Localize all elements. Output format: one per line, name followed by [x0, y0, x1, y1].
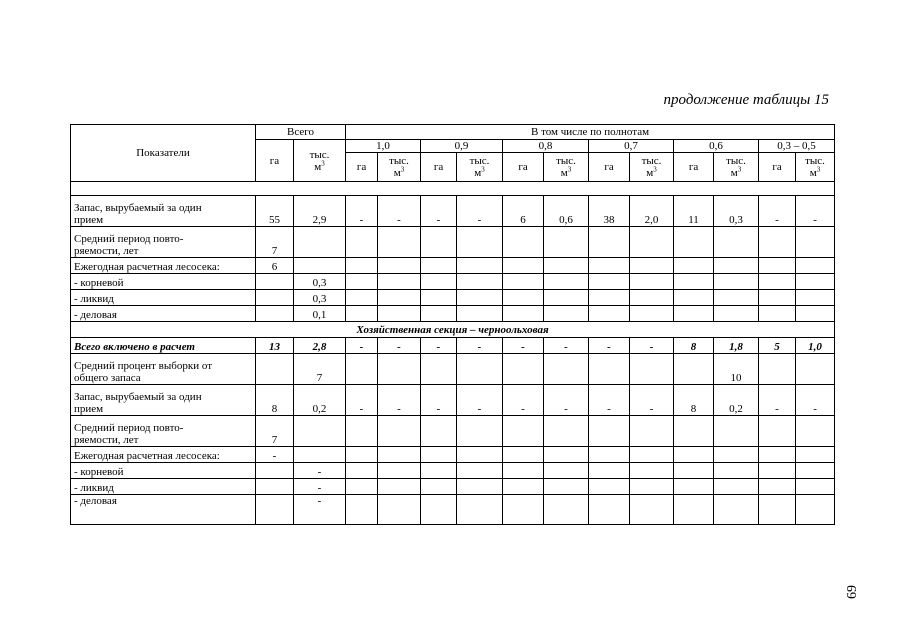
cell-value — [378, 274, 421, 290]
cell-value — [294, 416, 346, 447]
cell-value: - — [294, 479, 346, 495]
cell-value — [544, 495, 589, 525]
cell-value — [630, 354, 674, 385]
cell-value: - — [759, 196, 796, 227]
cell-value — [503, 258, 544, 274]
header-thous-m3: тыс. $м^3$ — [378, 153, 421, 182]
cell-value: - — [346, 338, 378, 354]
header-total-ha: га — [256, 140, 294, 182]
cell-value — [630, 495, 674, 525]
cell-value: 7 — [294, 354, 346, 385]
table-row — [71, 274, 835, 290]
cell-value — [714, 495, 759, 525]
row-label: - деловая — [71, 495, 256, 525]
cell-value — [759, 495, 796, 525]
cell-value: 6 — [503, 196, 544, 227]
cell-value: 6 — [256, 258, 294, 274]
header-thous-m3: тыс. $м^3$ — [796, 153, 835, 182]
cell-value — [544, 274, 589, 290]
cell-value — [796, 463, 835, 479]
cell-value — [714, 447, 759, 463]
cell-value — [256, 354, 294, 385]
cell-value — [589, 479, 630, 495]
cell-value — [796, 495, 835, 525]
cell-value — [674, 258, 714, 274]
header-indicators: Показатели — [71, 125, 256, 182]
cell-value — [378, 495, 421, 525]
cell-value — [378, 354, 421, 385]
table-row — [71, 479, 835, 495]
cell-value — [714, 274, 759, 290]
header-density-3: 0,8 — [503, 140, 589, 153]
cell-value: - — [503, 338, 544, 354]
cell-value: - — [256, 447, 294, 463]
cell-value — [674, 416, 714, 447]
row-label: Средний период повто- ряемости, лет — [71, 227, 256, 258]
cell-value — [421, 258, 457, 274]
cell-value — [256, 290, 294, 306]
header-ha: га — [421, 153, 457, 182]
cell-value: - — [346, 385, 378, 416]
cell-value — [674, 227, 714, 258]
cell-value — [346, 274, 378, 290]
cell-value — [674, 290, 714, 306]
cell-value — [346, 495, 378, 525]
cell-value: - — [544, 338, 589, 354]
table-row — [71, 338, 835, 354]
cell-value — [674, 463, 714, 479]
cell-value — [589, 290, 630, 306]
cell-value — [796, 227, 835, 258]
section-title: Хозяйственная секция – черноольховая — [71, 322, 835, 338]
forest-table — [70, 124, 835, 525]
cell-value — [796, 416, 835, 447]
cell-value — [714, 463, 759, 479]
cell-value — [544, 354, 589, 385]
cell-value — [589, 227, 630, 258]
cell-value — [714, 258, 759, 274]
cell-value — [714, 227, 759, 258]
cell-value: - — [378, 196, 421, 227]
header-including: В том числе по полнотам — [346, 125, 835, 140]
cell-value: - — [294, 495, 346, 525]
cell-value — [544, 290, 589, 306]
cell-value: - — [294, 463, 346, 479]
header-total-thous-m3: тыс. $м^3$ — [294, 140, 346, 182]
cell-value — [256, 479, 294, 495]
header-density-1: 1,0 — [346, 140, 421, 153]
cell-value — [457, 463, 503, 479]
row-label: Запас, вырубаемый за один прием — [71, 196, 256, 227]
row-label: - ликвид — [71, 290, 256, 306]
cell-value — [421, 495, 457, 525]
cell-value — [346, 227, 378, 258]
cell-value — [457, 274, 503, 290]
cell-value — [378, 447, 421, 463]
cell-value — [796, 258, 835, 274]
cell-value — [796, 479, 835, 495]
table-row — [71, 463, 835, 479]
cell-value — [544, 479, 589, 495]
cell-value — [589, 306, 630, 322]
cell-value — [630, 306, 674, 322]
cell-value — [503, 306, 544, 322]
table-row — [71, 416, 835, 447]
cell-value — [503, 416, 544, 447]
cell-value: 0,6 — [544, 196, 589, 227]
cell-value — [630, 274, 674, 290]
cell-value: 8 — [256, 385, 294, 416]
cell-value — [630, 258, 674, 274]
cell-value: 0,3 — [714, 196, 759, 227]
cell-value — [759, 354, 796, 385]
cell-value: 38 — [589, 196, 630, 227]
cell-value — [346, 416, 378, 447]
cell-value — [346, 354, 378, 385]
cell-value — [346, 258, 378, 274]
table-row — [71, 306, 835, 322]
cell-value: 1,0 — [796, 338, 835, 354]
header-ha: га — [674, 153, 714, 182]
cell-value — [421, 416, 457, 447]
spacer-row — [71, 182, 835, 196]
table-row — [71, 196, 835, 227]
cell-value — [544, 447, 589, 463]
cell-value: 2,8 — [294, 338, 346, 354]
cell-value — [378, 227, 421, 258]
cell-value: - — [421, 385, 457, 416]
cell-value — [378, 290, 421, 306]
cell-value — [674, 479, 714, 495]
cell-value: 13 — [256, 338, 294, 354]
cell-value — [759, 416, 796, 447]
cell-value — [544, 463, 589, 479]
cell-value: - — [796, 196, 835, 227]
cell-value — [256, 463, 294, 479]
cell-value — [714, 306, 759, 322]
row-label: - корневой — [71, 463, 256, 479]
cell-value — [503, 447, 544, 463]
cell-value — [759, 306, 796, 322]
cell-value — [503, 274, 544, 290]
header-density-2: 0,9 — [421, 140, 503, 153]
header-ha: га — [346, 153, 378, 182]
cell-value — [714, 416, 759, 447]
cell-value: - — [630, 338, 674, 354]
cell-value — [589, 258, 630, 274]
row-label: Средний процент выборки от общего запаса — [71, 354, 256, 385]
row-label: - деловая — [71, 306, 256, 322]
cell-value — [503, 227, 544, 258]
cell-value — [503, 354, 544, 385]
cell-value — [457, 447, 503, 463]
row-label: Ежегодная расчетная лесосека: — [71, 258, 256, 274]
cell-value: 0,2 — [294, 385, 346, 416]
row-label: - ликвид — [71, 479, 256, 495]
cell-value: 0,2 — [714, 385, 759, 416]
cell-value: - — [589, 338, 630, 354]
cell-value: - — [421, 338, 457, 354]
cell-value — [544, 227, 589, 258]
cell-value — [630, 416, 674, 447]
cell-value — [503, 463, 544, 479]
cell-value — [759, 463, 796, 479]
cell-value: 5 — [759, 338, 796, 354]
cell-value — [256, 306, 294, 322]
cell-value — [714, 479, 759, 495]
cell-value — [674, 495, 714, 525]
cell-value: 1,8 — [714, 338, 759, 354]
cell-value: 7 — [256, 227, 294, 258]
cell-value — [544, 306, 589, 322]
cell-value — [630, 290, 674, 306]
header-total: Всего — [256, 125, 346, 140]
cell-value: - — [796, 385, 835, 416]
cell-value: - — [457, 196, 503, 227]
cell-value — [294, 258, 346, 274]
cell-value — [714, 290, 759, 306]
table-row — [71, 385, 835, 416]
cell-value — [674, 354, 714, 385]
cell-value — [759, 290, 796, 306]
cell-value: 0,3 — [294, 290, 346, 306]
cell-value — [457, 290, 503, 306]
cell-value — [630, 447, 674, 463]
cell-value: 0,1 — [294, 306, 346, 322]
cell-value — [759, 479, 796, 495]
cell-value — [759, 227, 796, 258]
cell-value — [346, 290, 378, 306]
cell-value: - — [457, 338, 503, 354]
header-ha: га — [759, 153, 796, 182]
row-label: Всего включено в расчет — [71, 338, 256, 354]
cell-value — [346, 306, 378, 322]
cell-value — [630, 479, 674, 495]
header-thous-m3: тыс. $м^3$ — [714, 153, 759, 182]
page-number: 69 — [845, 585, 860, 599]
cell-value — [630, 463, 674, 479]
cell-value: 8 — [674, 385, 714, 416]
cell-value: - — [630, 385, 674, 416]
table-caption: продолжение таблицы 15 — [663, 92, 829, 108]
cell-value — [346, 463, 378, 479]
cell-value — [796, 354, 835, 385]
cell-value — [378, 258, 421, 274]
header-thous-m3: тыс. $м^3$ — [630, 153, 674, 182]
cell-value — [796, 447, 835, 463]
cell-value: - — [378, 338, 421, 354]
row-label: Запас, вырубаемый за один прием — [71, 385, 256, 416]
cell-value — [457, 479, 503, 495]
cell-value — [378, 463, 421, 479]
cell-value — [589, 463, 630, 479]
cell-value: - — [346, 196, 378, 227]
cell-value — [589, 354, 630, 385]
cell-value — [457, 416, 503, 447]
header-ha: га — [589, 153, 630, 182]
cell-value — [503, 479, 544, 495]
cell-value — [378, 416, 421, 447]
header-thous-m3: тыс. $м^3$ — [544, 153, 589, 182]
section-row — [71, 322, 835, 338]
cell-value — [589, 495, 630, 525]
cell-value: - — [544, 385, 589, 416]
cell-value — [421, 290, 457, 306]
cell-value — [378, 306, 421, 322]
cell-value: 0,3 — [294, 274, 346, 290]
cell-value — [674, 274, 714, 290]
cell-value — [630, 227, 674, 258]
cell-value — [294, 447, 346, 463]
cell-value: - — [421, 196, 457, 227]
header-thous-m3: тыс. $м^3$ — [457, 153, 503, 182]
cell-value — [589, 274, 630, 290]
cell-value — [256, 274, 294, 290]
cell-value — [503, 290, 544, 306]
cell-value — [421, 447, 457, 463]
table-row — [71, 258, 835, 274]
cell-value — [544, 258, 589, 274]
header-ha: га — [503, 153, 544, 182]
cell-value — [346, 479, 378, 495]
cell-value — [589, 447, 630, 463]
cell-value — [421, 479, 457, 495]
cell-value: - — [457, 385, 503, 416]
table-row — [71, 227, 835, 258]
cell-value: 55 — [256, 196, 294, 227]
cell-value — [796, 290, 835, 306]
cell-value — [457, 306, 503, 322]
table-row — [71, 290, 835, 306]
cell-value: 11 — [674, 196, 714, 227]
cell-value — [457, 495, 503, 525]
cell-value — [503, 495, 544, 525]
cell-value — [796, 306, 835, 322]
cell-value: 10 — [714, 354, 759, 385]
cell-value — [421, 463, 457, 479]
cell-value — [421, 227, 457, 258]
cell-value: - — [378, 385, 421, 416]
cell-value — [796, 274, 835, 290]
cell-value — [457, 227, 503, 258]
cell-value — [421, 306, 457, 322]
cell-value — [421, 274, 457, 290]
cell-value — [457, 258, 503, 274]
cell-value: 2,9 — [294, 196, 346, 227]
cell-value — [294, 227, 346, 258]
cell-value — [421, 354, 457, 385]
cell-value: 7 — [256, 416, 294, 447]
header-density-4: 0,7 — [589, 140, 674, 153]
cell-value: 2,0 — [630, 196, 674, 227]
cell-value — [256, 495, 294, 525]
cell-value — [346, 447, 378, 463]
cell-value: 8 — [674, 338, 714, 354]
header-density-5: 0,6 — [674, 140, 759, 153]
cell-value — [674, 306, 714, 322]
cell-value — [674, 447, 714, 463]
cell-value — [457, 354, 503, 385]
cell-value: - — [589, 385, 630, 416]
row-label: Средний период повто- ряемости, лет — [71, 416, 256, 447]
row-label: - корневой — [71, 274, 256, 290]
header-density-6: 0,3 – 0,5 — [759, 140, 835, 153]
cell-value — [544, 416, 589, 447]
table-row — [71, 354, 835, 385]
cell-value — [589, 416, 630, 447]
cell-value: - — [759, 385, 796, 416]
cell-value — [759, 258, 796, 274]
cell-value — [759, 274, 796, 290]
table-row — [71, 495, 835, 525]
table-row — [71, 447, 835, 463]
cell-value — [378, 479, 421, 495]
cell-value — [759, 447, 796, 463]
row-label: Ежегодная расчетная лесосека: — [71, 447, 256, 463]
cell-value: - — [503, 385, 544, 416]
